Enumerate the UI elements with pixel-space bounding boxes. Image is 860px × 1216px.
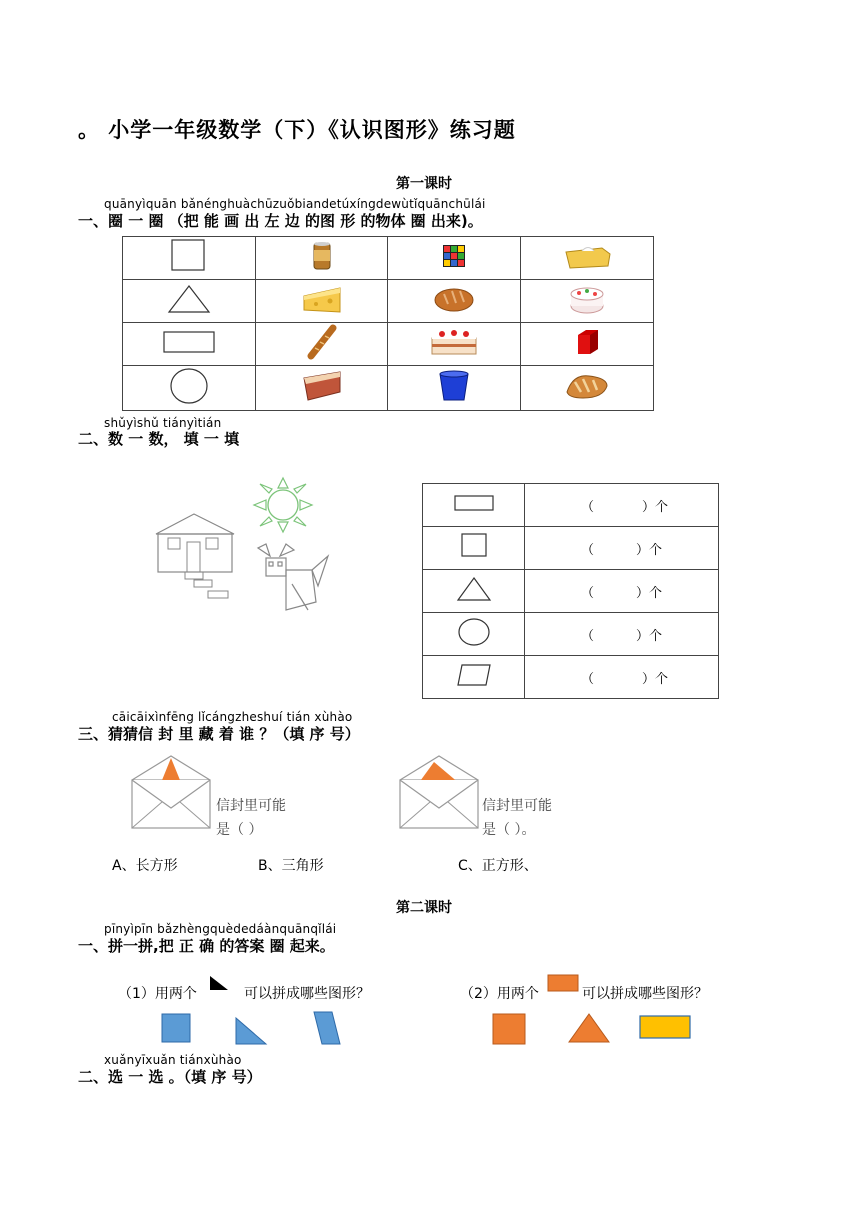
option-c: C、正方形、: [458, 858, 538, 874]
q1-pinyin: quānyìquān bǎnénghuàchūzuǒbiandetúxíngdewùtǐquānchūlái: [104, 197, 486, 211]
rectangle-icon: [123, 323, 256, 366]
count-answer-parallelogram[interactable]: （ ）个: [525, 656, 719, 699]
q5-heading: 二、选 一 选 。（填 序 号）: [78, 1068, 262, 1086]
count-answer-rectangle[interactable]: （ ）个: [525, 484, 719, 527]
option-b: B、三角形: [258, 858, 324, 874]
q1-heading: 一、圈 一 圈 （把 能 画 出 左 边 的图 形 的物体 圈 出来)。: [78, 212, 483, 230]
orange-square-option[interactable]: [491, 1012, 527, 1046]
pie-slice-icon[interactable]: [255, 366, 388, 411]
table-row: [123, 237, 654, 280]
page-title: 。 小学一年级数学（下）《认识图形》练习题: [78, 118, 516, 142]
count-answer-square[interactable]: （ ）个: [525, 527, 719, 570]
square-icon: [423, 527, 525, 570]
red-cube-icon[interactable]: [521, 323, 654, 366]
bucket-icon[interactable]: [388, 366, 521, 411]
lesson-2-heading: 第二课时: [396, 900, 452, 916]
circle-icon: [423, 613, 525, 656]
table-row: [423, 656, 719, 699]
q2-pinyin: shǔyìshǔ tiányìtián: [104, 416, 222, 430]
cake-slab-icon[interactable]: [388, 323, 521, 366]
option-a: A、长方形: [112, 858, 178, 874]
triangle-icon: [123, 280, 256, 323]
house-picture: [150, 510, 240, 602]
q2-heading: 二、数 一 数， 填 一 填: [78, 430, 240, 448]
envelope-2-text: 信封里可能 是（ ）。: [482, 794, 552, 842]
blue-parallelogram-option[interactable]: [312, 1010, 342, 1046]
lesson-1-heading: 第一课时: [396, 176, 452, 192]
baguette-icon[interactable]: [255, 323, 388, 366]
table-row: [123, 366, 654, 411]
q4-sub2-prefix: （2）用两个: [460, 986, 539, 1002]
blue-square-option[interactable]: [160, 1012, 194, 1044]
blue-triangle-option[interactable]: [234, 1016, 268, 1046]
q3-heading: 三、猜猜信 封 里 藏 着 谁 ？（填 序 号）: [78, 725, 360, 743]
sun-picture: [250, 476, 316, 534]
cheese-wedge-icon[interactable]: [255, 280, 388, 323]
count-answer-triangle[interactable]: （ ）个: [525, 570, 719, 613]
can-icon[interactable]: [255, 237, 388, 280]
q4-heading: 一、拼一拼,把 正 确 的答案 圈 起来。: [78, 937, 335, 955]
bread-loaf-icon[interactable]: [388, 280, 521, 323]
round-cake-icon[interactable]: [521, 280, 654, 323]
table-row: [123, 280, 654, 323]
circle-icon: [123, 366, 256, 411]
table-row: [423, 613, 719, 656]
bread-roll-icon[interactable]: [521, 366, 654, 411]
orange-rectangle-icon: [546, 973, 580, 993]
table-row: [423, 527, 719, 570]
q4-sub1-suffix: 可以拼成哪些图形？: [244, 986, 370, 1002]
parallelogram-icon: [423, 656, 525, 699]
envelope-2-answer[interactable]: 是（ ）。: [482, 822, 536, 838]
black-right-triangle-icon: [208, 974, 230, 992]
q3-pinyin: cāicāixìnfēng lǐcángzheshuí tián xùhào: [112, 710, 353, 724]
table-row: [423, 570, 719, 613]
envelope-1-answer[interactable]: 是（ ）: [216, 822, 263, 838]
square-icon: [123, 237, 256, 280]
q4-pinyin: pīnyìpīn bǎzhèngquèdedáànquānqǐlái: [104, 922, 337, 936]
q4-sub2-suffix: 可以拼成哪些图形？: [582, 986, 708, 1002]
q5-pinyin: xuǎnyīxuǎn tiánxùhào: [104, 1053, 242, 1067]
table-row: [123, 323, 654, 366]
count-answer-circle[interactable]: （ ）个: [525, 613, 719, 656]
q2-count-table: [422, 483, 719, 699]
yellow-rectangle-option[interactable]: [638, 1014, 692, 1040]
q1-table: [122, 236, 654, 411]
tissue-box-icon[interactable]: [521, 237, 654, 280]
envelope-2-picture: [398, 752, 480, 830]
envelope-1-picture: [130, 752, 212, 830]
rectangle-icon: [423, 484, 525, 527]
orange-triangle-option[interactable]: [567, 1012, 611, 1044]
triangle-icon: [423, 570, 525, 613]
rubiks-cube-icon[interactable]: [388, 237, 521, 280]
table-row: [423, 484, 719, 527]
dog-picture: [254, 542, 334, 614]
envelope-1-text: 信封里可能 是（ ）: [216, 794, 286, 842]
q4-sub1-prefix: （1）用两个: [118, 986, 197, 1002]
